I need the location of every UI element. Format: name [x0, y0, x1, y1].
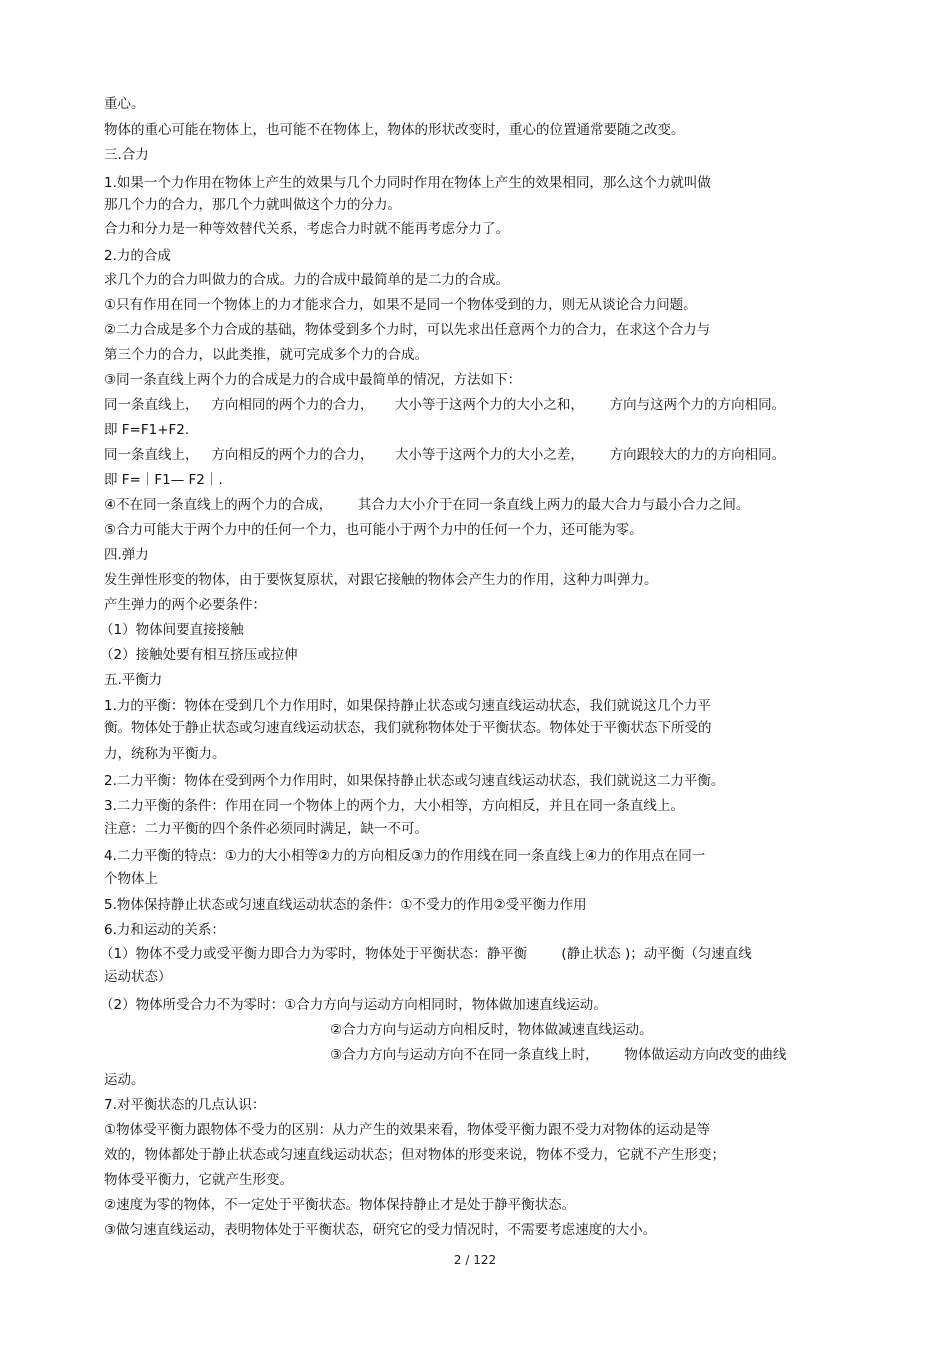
text-line: 第三个力的合力，以此类推，就可完成多个力的合成。: [104, 347, 428, 363]
formula-line: 即 F=F1+F2.: [104, 422, 190, 438]
text-line: 产生弹力的两个必要条件：: [104, 597, 266, 613]
text-line: ②速度为零的物体，不一定处于平衡状态。物体保持静止才是处于静平衡状态。: [104, 1197, 576, 1213]
section-heading: 四.弹力: [104, 547, 149, 563]
text-line: 3.二力平衡的条件：作用在同一个物体上的两个力，大小相等，方向相反，并且在同一条直线上。: [104, 798, 684, 814]
text-line: （1）物体不受力或受平衡力即合力为零时，物体处于平衡状态：静平衡 (静止状态 )；动平衡（匀速直线: [100, 946, 752, 962]
text-line: 同一条直线上， 方向相同的两个力的合力， 大小等于这两个力的大小之和， 方向与这两个力的方向相同。: [104, 397, 786, 413]
text-line: 重心。: [104, 96, 145, 112]
text-line: ②二力合成是多个力合成的基础，物体受到多个力时，可以先求出任意两个力的合力，在求这个合力与: [104, 322, 711, 338]
text-line: 运动。: [104, 1072, 145, 1088]
text-line: ①物体受平衡力跟物体不受力的区别：从力产生的效果来看，物体受平衡力跟不受力对物体的运动是等: [104, 1122, 711, 1138]
text-line: ④不在同一条直线上的两个力的合成， 其合力大小介于在同一条直线上两力的最大合力与最小合力之间。: [104, 497, 750, 513]
text-line: 求几个力的合力叫做力的合成。力的合成中最简单的是二力的合成。: [104, 272, 509, 288]
text-line: 合力和分力是一种等效替代关系，考虑合力时就不能再考虑分力了。: [104, 221, 509, 237]
text-line: ⑤合力可能大于两个力中的任何一个力，也可能小于两个力中的任何一个力，还可能为零。: [104, 522, 643, 538]
text-line: 个物体上: [104, 871, 158, 887]
subsection-heading: 2.力的合成: [104, 248, 171, 264]
text-line: 衡。物体处于静止状态或匀速直线运动状态，我们就称物体处于平衡状态。物体处于平衡状态下所受的: [104, 720, 712, 736]
text-line: 注意：二力平衡的四个条件必须同时满足，缺一不可。: [104, 821, 428, 837]
text-line: 那几个力的合力，那几个力就叫做这个力的分力。: [104, 197, 401, 213]
text-line: 1.如果一个力作用在物体上产生的效果与几个力同时作用在物体上产生的效果相同，那么这个力就叫做: [104, 175, 711, 191]
text-line: 6.力和运动的关系：: [104, 922, 225, 938]
text-line: 5.物体保持静止状态或匀速直线运动状态的条件：①不受力的作用②受平衡力作用: [104, 897, 587, 913]
text-line: ②合力方向与运动方向相反时，物体做减速直线运动。: [330, 1022, 653, 1038]
text-line: 物体受平衡力，它就产生形变。: [104, 1172, 293, 1188]
formula-line: 即 F=｜F1— F2｜.: [104, 472, 223, 488]
text-line: 发生弹性形变的物体，由于要恢复原状，对跟它接触的物体会产生力的作用，这种力叫弹力。: [104, 572, 658, 588]
text-line: （2）物体所受合力不为零时：①合力方向与运动方向相同时，物体做加速直线运动。: [100, 997, 607, 1013]
text-line: 效的，物体都处于静止状态或匀速直线运动状态；但对物体的形变来说，物体不受力，它就不产生形变；: [104, 1147, 725, 1163]
text-line: 2.二力平衡：物体在受到两个力作用时，如果保持静止状态或匀速直线运动状态，我们就说这二力平衡。: [104, 773, 725, 789]
text-line: ③做匀速直线运动，表明物体处于平衡状态，研究它的受力情况时，不需要考虑速度的大小。: [104, 1222, 657, 1238]
section-heading: 三.合力: [104, 147, 149, 163]
text-line: ③合力方向与运动方向不在同一条直线上时， 物体做运动方向改变的曲线: [330, 1047, 787, 1063]
text-line: ①只有作用在同一个物体上的力才能求合力，如果不是同一个物体受到的力，则无从谈论合力问题。: [104, 297, 697, 313]
subsection-heading: 7.对平衡状态的几点认识：: [104, 1097, 266, 1113]
list-item: （1）物体间要直接接触: [100, 622, 244, 638]
text-line: 同一条直线上， 方向相反的两个力的合力， 大小等于这两个力的大小之差， 方向跟较大的力的方向相同。: [104, 447, 786, 463]
section-heading: 五.平衡力: [104, 672, 163, 688]
text-line: 1.力的平衡：物体在受到几个力作用时，如果保持静止状态或匀速直线运动状态，我们就说这几个力平: [104, 698, 711, 714]
text-line: 物体的重心可能在物体上，也可能不在物体上，物体的形状改变时，重心的位置通常要随之改变。: [104, 122, 685, 138]
text-line: 4.二力平衡的特点：①力的大小相等②力的方向相反③力的作用线在同一条直线上④力的作用点在同一: [104, 848, 706, 864]
page-number: 2 / 122: [453, 1253, 497, 1267]
text-line: ③同一条直线上两个力的合成是力的合成中最简单的情况，方法如下：: [104, 372, 522, 388]
list-item: （2）接触处要有相互挤压或拉伸: [100, 647, 298, 663]
text-line: 运动状态）: [104, 969, 172, 985]
text-line: 力，统称为平衡力。: [104, 746, 226, 762]
